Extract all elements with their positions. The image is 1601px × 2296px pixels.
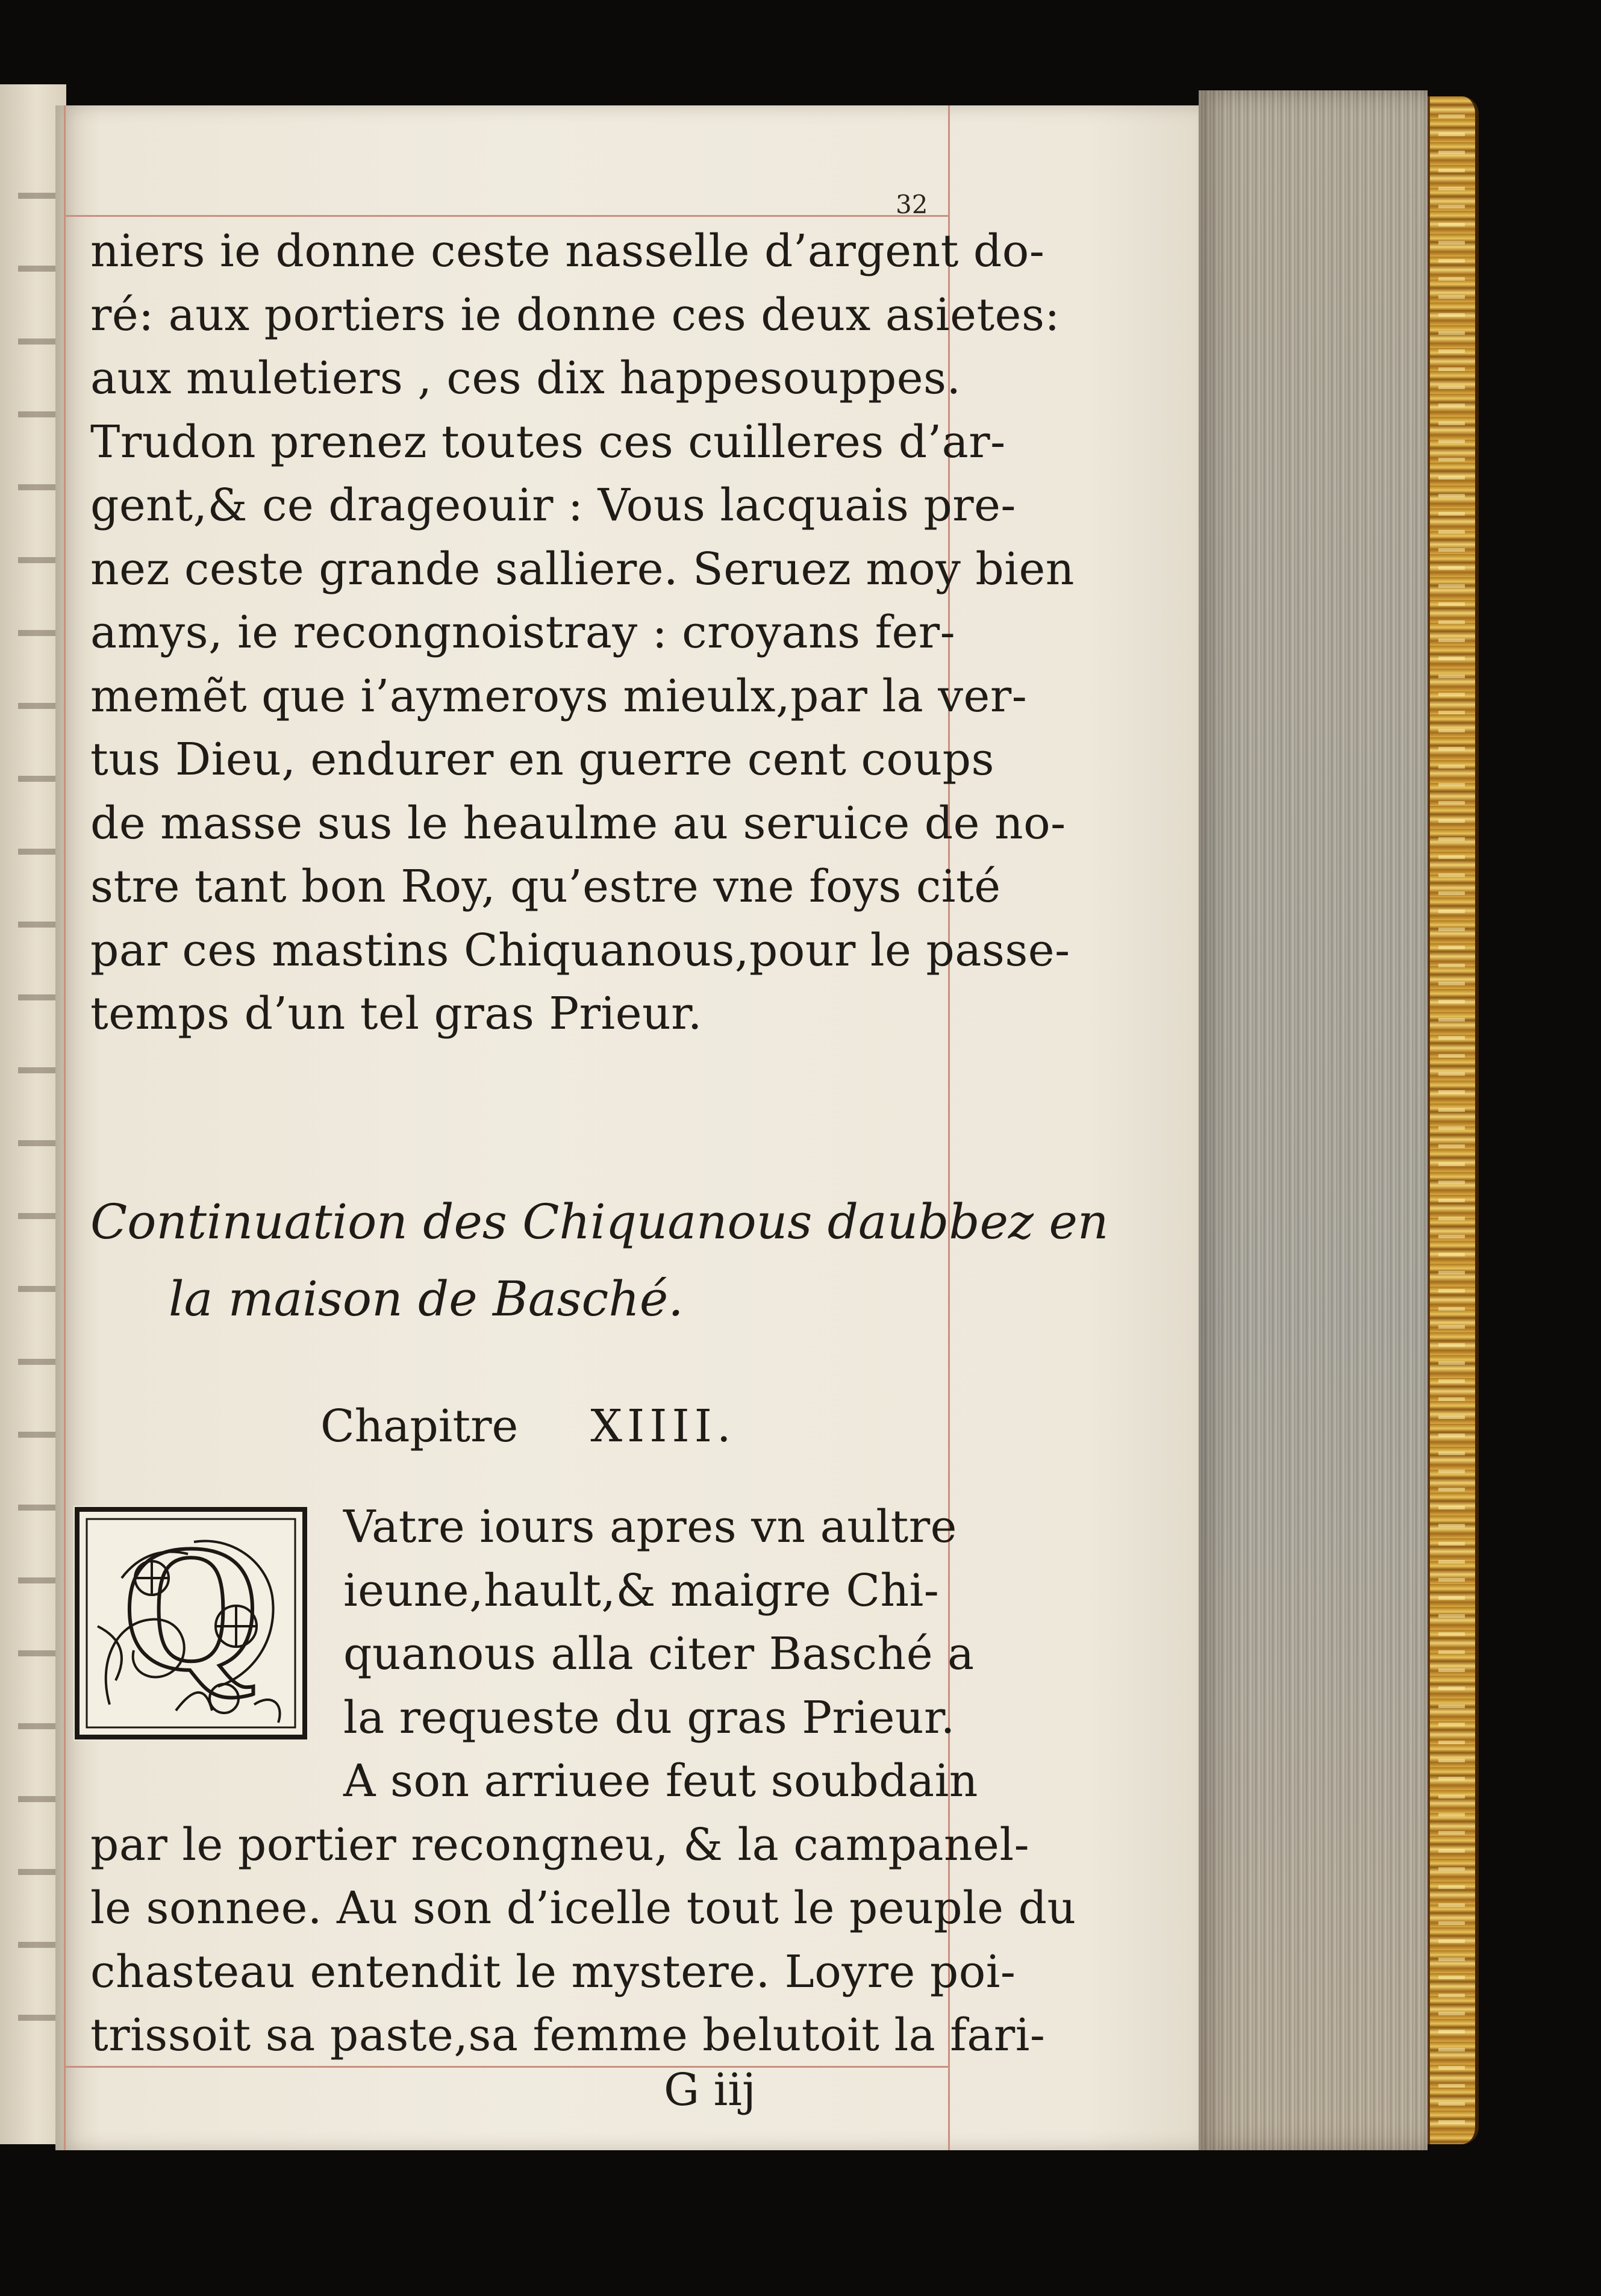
margin-rule-left xyxy=(64,105,66,2150)
text-line: aux muletiers , ces dix happesouppes. xyxy=(90,352,961,404)
text-line: par ces mastins Chiquanous,pour le passe- xyxy=(90,924,1070,976)
text-line: trissoit sa paste,sa femme belutoit la fari- xyxy=(90,2009,1046,2061)
book-page xyxy=(55,105,1200,2150)
page-number: 32 xyxy=(896,190,928,219)
signature-mark: G iij xyxy=(664,2064,756,2116)
page-block-edge xyxy=(1199,90,1428,2150)
heading-line: Continuation des Chiquanous daubbez en xyxy=(90,1194,1109,1250)
chapter-title xyxy=(320,1400,735,1452)
text-block-top xyxy=(90,220,1075,1046)
text-line: temps d’un tel gras Prieur. xyxy=(90,988,702,1040)
gilt-pattern xyxy=(1438,114,1465,2126)
page-block-tint xyxy=(1199,90,1428,2150)
text-line: chasteau entendit le mystere. Loyre poi- xyxy=(90,1945,1016,1998)
text-line: gent,& ce drageouir : Vous lacquais pre- xyxy=(90,479,1016,531)
initial-letter: Q xyxy=(120,1508,261,1708)
text-line: niers ie donne ceste nasselle d’argent do- xyxy=(90,225,1045,277)
gilt-binding xyxy=(1428,96,1479,2144)
text-line: le sonnee. Au son d’icelle tout le peuple du xyxy=(90,1882,1076,1934)
text-line: tus Dieu, endurer en guerre cent coups xyxy=(90,734,994,785)
chapter-label: Chapitre xyxy=(320,1400,519,1452)
text-line: stre tant bon Roy, qu’estre vne foys cité xyxy=(90,861,1001,912)
chapter-number: XIIII. xyxy=(590,1400,736,1452)
text-line: A son arriuee feut soubdain xyxy=(343,1755,978,1807)
text-line: Vatre iours apres vn aultre xyxy=(343,1501,957,1553)
text-line: par le portier recongneu, & la campanel- xyxy=(90,1818,1030,1871)
text-line: ieune,hault,& maigre Chi- xyxy=(343,1564,940,1617)
heading-line: la maison de Basché. xyxy=(169,1271,684,1327)
text-line: de masse sus le heaulme au seruice de no- xyxy=(90,797,1066,849)
text-line: quanous alla citer Basché a xyxy=(343,1628,975,1680)
text-line: Trudon prenez toutes ces cuilleres d’ar- xyxy=(90,416,1006,468)
text-line: ré: aux portiers ie donne ces deux asietes: xyxy=(90,289,1060,341)
text-line: la requeste du gras Prieur. xyxy=(343,1691,955,1744)
text-line: nez ceste grande salliere. Seruez moy bien xyxy=(90,543,1075,595)
text-line: memẽt que i’aymeroys mieulx,par la ver- xyxy=(90,670,1028,722)
text-line: amys, ie recongnoistray : croyans fer- xyxy=(90,607,956,658)
chapter-heading xyxy=(90,1184,1109,1338)
margin-rule-top xyxy=(64,215,949,217)
text-block-bottom xyxy=(90,1496,1076,2068)
